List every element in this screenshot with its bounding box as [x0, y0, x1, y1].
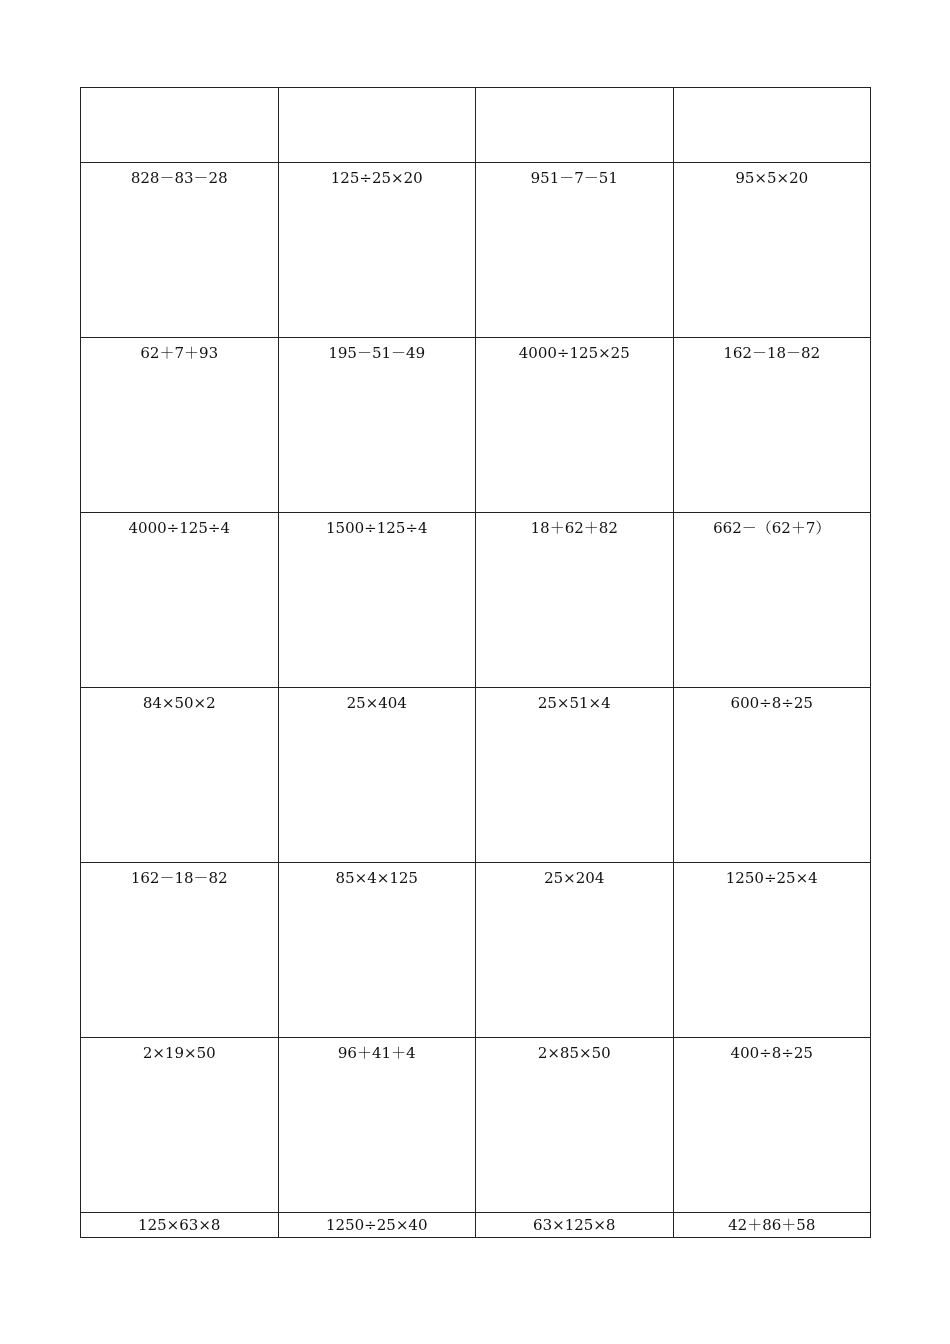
problem-expression: 1500÷125÷4 [326, 519, 428, 537]
problem-cell [278, 338, 476, 513]
problem-cell [476, 1213, 674, 1238]
problem-cell [278, 1213, 476, 1238]
problem-cell [673, 863, 871, 1038]
blank-cell [81, 88, 279, 163]
blank-cell [673, 88, 871, 163]
problem-expression: 4000÷125÷4 [128, 519, 230, 537]
problem-cell [278, 688, 476, 863]
problem-expression: 1250÷25×40 [326, 1216, 428, 1234]
problem-expression: 828－83－28 [130, 169, 228, 187]
problem-expression: 162－18－82 [130, 869, 228, 887]
problem-expression: 62＋7＋93 [140, 344, 219, 362]
problem-cell [476, 338, 674, 513]
problem-cell [81, 1213, 279, 1238]
table-row [81, 1213, 871, 1238]
problem-cell [673, 1038, 871, 1213]
problem-cell [81, 863, 279, 1038]
problem-expression: 125×63×8 [138, 1216, 221, 1234]
problem-expression: 400÷8÷25 [730, 1044, 813, 1062]
problem-expression: 195－51－49 [328, 344, 426, 362]
problem-cell [673, 1213, 871, 1238]
problem-expression: 25×204 [544, 869, 605, 887]
problem-cell [81, 513, 279, 688]
problem-expression: 96＋41＋4 [337, 1044, 416, 1062]
problem-cell [476, 163, 674, 338]
problem-cell [673, 338, 871, 513]
problem-expression: 25×51×4 [537, 694, 611, 712]
problem-cell [278, 163, 476, 338]
table-row [81, 1038, 871, 1213]
problem-expression: 4000÷125×25 [518, 344, 630, 362]
problem-cell [81, 163, 279, 338]
table-row [81, 513, 871, 688]
blank-cell [278, 88, 476, 163]
problem-cell [476, 863, 674, 1038]
table-row [81, 163, 871, 338]
problem-expression: 63×125×8 [533, 1216, 616, 1234]
problem-expression: 18＋62＋82 [530, 519, 618, 537]
worksheet-table [80, 87, 871, 1238]
problem-cell [673, 688, 871, 863]
table-row [81, 688, 871, 863]
problem-cell [278, 863, 476, 1038]
problem-expression: 42＋86＋58 [728, 1216, 816, 1234]
problem-cell [81, 688, 279, 863]
problem-cell [476, 513, 674, 688]
problem-expression: 2×19×50 [142, 1044, 216, 1062]
problem-expression: 2×85×50 [537, 1044, 611, 1062]
table-row [81, 863, 871, 1038]
problem-cell [476, 1038, 674, 1213]
problem-expression: 25×404 [346, 694, 407, 712]
problem-cell [673, 163, 871, 338]
problem-expression: 85×4×125 [335, 869, 418, 887]
problem-cell [278, 513, 476, 688]
problem-expression: 162－18－82 [723, 344, 821, 362]
problem-cell [476, 688, 674, 863]
problem-expression: 125÷25×20 [330, 169, 423, 187]
problem-expression: 84×50×2 [142, 694, 216, 712]
problem-expression: 600÷8÷25 [730, 694, 813, 712]
problem-expression: 951－7－51 [530, 169, 618, 187]
problem-cell [673, 513, 871, 688]
problem-expression: 95×5×20 [735, 169, 809, 187]
table-row [81, 338, 871, 513]
problem-cell [81, 1038, 279, 1213]
problem-expression: 1250÷25×4 [725, 869, 818, 887]
table-row-blank [81, 88, 871, 163]
problem-cell [81, 338, 279, 513]
problem-cell [278, 1038, 476, 1213]
problem-expression: 662－（62＋7） [713, 519, 831, 537]
blank-cell [476, 88, 674, 163]
